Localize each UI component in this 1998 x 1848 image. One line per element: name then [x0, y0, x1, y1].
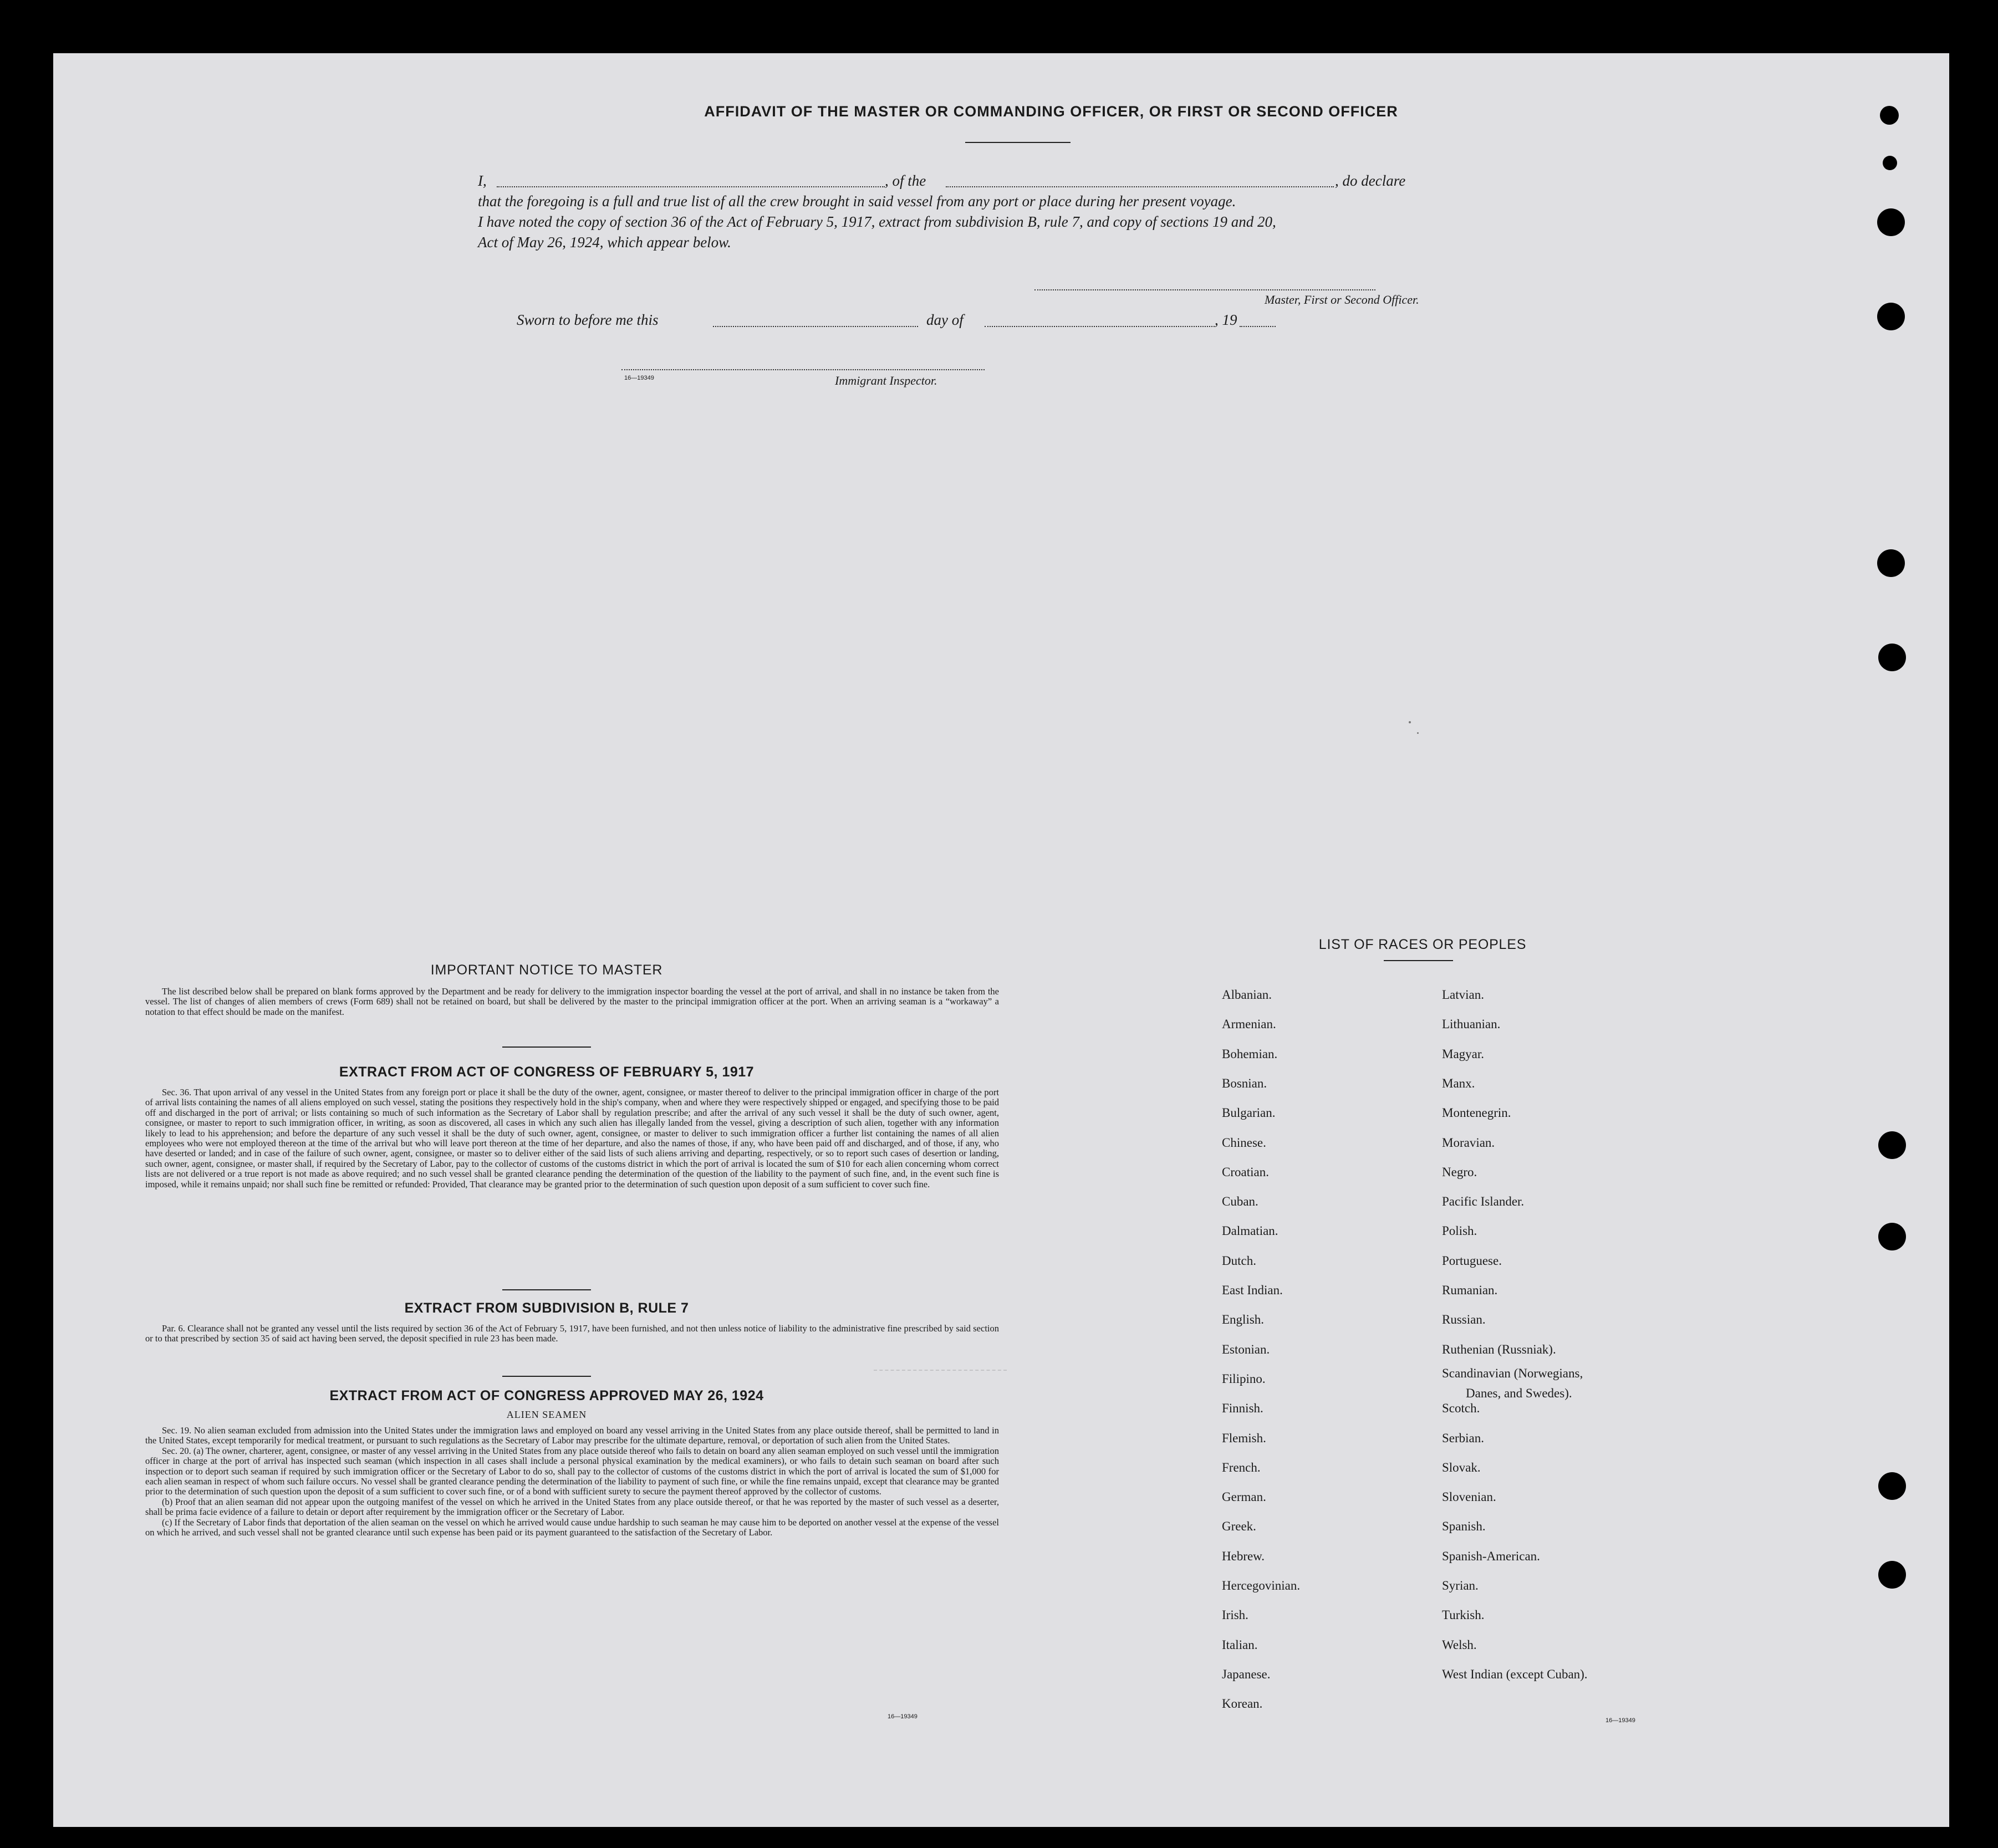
do-declare-label: , do declare [1335, 172, 1406, 189]
notice-text [145, 987, 999, 1017]
notice-title: IMPORTANT NOTICE TO MASTER [430, 962, 663, 978]
name-field[interactable] [497, 186, 885, 187]
punch-hole [1877, 549, 1905, 577]
race-item: Magyar. [1442, 1046, 1485, 1061]
race-item: Bulgarian. [1222, 1106, 1276, 1120]
extract-rule7-paragraph: Par. 6. Clearance shall not be granted any vessel until the lists required by section 36 of the Act of February 5, 1917, have been furnished, and not then unless notice of liability to the administrative fine prescribed by said section or to that prescribed by section 35 of said act having been served, the deposit specified in rule 23 has been made. [145, 1323, 999, 1344]
race-item: Greek. [1222, 1519, 1256, 1534]
punch-hole [1878, 1223, 1906, 1250]
race-item: Bosnian. [1222, 1076, 1267, 1090]
inspector-label: Immigrant Inspector. [835, 374, 937, 387]
race-item: German. [1222, 1490, 1266, 1504]
title-underline [965, 142, 1071, 143]
declaration-line-3: I have noted the copy of section 36 of the Act of February 5, 1917, extract from subdivision B, rule 7, and copy of sections 19 and 20, [478, 213, 1276, 230]
race-item: Moravian. [1442, 1135, 1495, 1150]
punch-hole [1878, 1472, 1906, 1500]
sec-20c-paragraph: (c) If the Secretary of Labor finds that deportation of the alien seaman on the vessel on which he arrived would cause undue hardship to such seaman he may cause him to be deported on another vessel at the expense of the vessel on which he arrived, and such vessel shall not be granted clearance until such expense has been paid or its payment guaranteed to the satisfaction of the Secretary of Labor. [145, 1517, 999, 1538]
day-of-label: day of [926, 312, 964, 328]
extract-form-number: 16—19349 [888, 1713, 918, 1720]
race-item: Japanese. [1222, 1667, 1271, 1681]
race-item: Spanish-American. [1442, 1549, 1540, 1563]
year-label: , 19 [1215, 312, 1237, 328]
form-number: 16—19349 [624, 375, 654, 381]
race-item: Flemish. [1222, 1431, 1266, 1445]
race-item: Hercegovinian. [1222, 1579, 1301, 1592]
extract-rule7-title: EXTRACT FROM SUBDIVISION B, RULE 7 [404, 1300, 689, 1316]
sworn-label: Sworn to before me this [517, 312, 659, 328]
race-item: Syrian. [1442, 1579, 1479, 1592]
race-item: Bohemian. [1222, 1046, 1278, 1061]
race-item: Dutch. [1222, 1253, 1256, 1268]
race-item: Polish. [1442, 1224, 1477, 1238]
punch-hole [1878, 1561, 1906, 1589]
extract-rule7-overline [502, 1289, 591, 1290]
race-item: English. [1222, 1313, 1265, 1327]
race-item: Pacific Islander. [1442, 1194, 1525, 1209]
race-item: Slovak. [1442, 1460, 1481, 1474]
race-item: Danes, and Swedes). [1466, 1386, 1572, 1400]
race-item: Serbian. [1442, 1431, 1485, 1445]
sworn-year-field[interactable] [1240, 326, 1276, 327]
extract-1917-text [145, 1088, 999, 1190]
race-item: Lithuanian. [1442, 1017, 1501, 1032]
race-item: Cuban. [1222, 1194, 1258, 1209]
race-item: Latvian. [1442, 988, 1484, 1002]
declaration-line-2: that the foregoing is a full and true list of all the crew brought in said vessel from any port or place during her present voyage. [478, 193, 1236, 210]
document-page [53, 53, 1949, 1827]
sec-20a-paragraph: Sec. 20. (a) The owner, charterer, agent, consignee, or master of any vessel arriving in the United States from any place outside thereof who fails to detain on board any alien seaman employed on such vessel until the immigration officer in charge at the port of arrival has inspected such seaman (which inspection in all cases shall include a personal physical examination by the medical examiners), or who fails to detain such seaman on board after such inspection or to deport such seaman if required by such immigration officer or the Secretary of Labor to do so, shall pay to the collector of customs of the customs district in which the port of arrival is located the sum of $1,000 for each alien seaman in respect of whom such failure occurs. No vessel shall be granted clearance pending the determination of the liability to payment of such fine, or while the fine remains unpaid, except that clearance may be granted prior to the determination of such question upon the deposit of a sum sufficient to cover such fine, or of a bond with sufficient surety to secure the payment thereof approved by the collector of customs. [145, 1445, 999, 1497]
race-item: Negro. [1442, 1165, 1477, 1179]
affidavit-title: AFFIDAVIT OF THE MASTER OR COMMANDING OFFICER, OR FIRST OR SECOND OFFICER [704, 103, 1398, 120]
of-the-label: , of the [885, 172, 926, 189]
race-item: West Indian (except Cuban). [1442, 1667, 1588, 1681]
race-item: Manx. [1442, 1076, 1475, 1090]
faded-stamp [874, 1370, 1007, 1421]
race-item: Hebrew. [1222, 1549, 1265, 1563]
races-title: LIST OF RACES OR PEOPLES [1318, 937, 1527, 952]
extract-1917-underline [502, 1046, 591, 1048]
sworn-day-field[interactable] [713, 326, 918, 327]
races-form-number: 16—19349 [1605, 1717, 1635, 1724]
extract-1924-overline [502, 1376, 591, 1377]
vessel-field[interactable] [946, 186, 1334, 187]
race-item: Finnish. [1222, 1401, 1263, 1416]
extract-1917-paragraph: Sec. 36. That upon arrival of any vessel in the United States from any foreign port or place it shall be the duty of the owner, agent, consignee, or master thereof to deliver to the principal immigration officer in charge of the port of arrival lists containing the names of all aliens employed on such vessel, stating the positions they respectively hold in the ship's company, when and where they were respectively shipped or engaged, and specifying those to be paid off and discharged in the port of arrival; or lists containing so much of such information as the Secretary of Labor shall by regulation prescribe; and after the arrival of any such vessel it shall be the duty of such owner, agent, consignee, or master to report to such immigration officer, in writing, as soon as discovered, all cases in which any such alien has illegally landed from the vessel, giving a description of such alien, together with any information likely to lead to his apprehension; and before the departure of any such vessel it shall be the duty of such owner, agent, consignee, or master to deliver to such immigration officer a further list containing the names of all alien employees who were not employed thereon at the time of the arrival but who will leave port thereon at the time of her departure, and also the names of those, if any, who have been paid off and discharged, and of those, if any, who have deserted or landed; and in case of the failure of such owner, agent, consignee, or master so to deliver either of the said lists of such aliens arriving and departing, respectively, or so to report such cases of desertion or landing, such owner, agent, consignee, or master shall, if required by the Secretary of Labor, pay to the collector of customs of the customs district in which the port of arrival is located the sum of $10 for each alien concerning whom correct lists are not delivered or a true report is not made as above required; and no such vessel shall be granted clearance pending the determination of the question of the liability to the payment of such fine, and, in the event such fine is imposed, while it remains unpaid; nor shall such fine be remitted or refunded: Provided, That clearance may be granted prior to the determination of such question upon deposit of a sum sufficient to cover such fine. [145, 1087, 999, 1190]
race-item: Slovenian. [1442, 1490, 1496, 1504]
race-item: Korean. [1222, 1697, 1263, 1711]
scan-speck [1417, 732, 1419, 734]
punch-hole [1878, 1131, 1906, 1159]
race-item: Ruthenian (Russniak). [1442, 1342, 1556, 1356]
race-item: Armenian. [1222, 1017, 1276, 1032]
race-item: Croatian. [1222, 1165, 1269, 1179]
punch-hole [1877, 303, 1905, 330]
inspector-signature-field[interactable] [621, 369, 985, 370]
declaration-line-4: Act of May 26, 1924, which appear below. [478, 234, 731, 251]
master-signature-field[interactable] [1034, 289, 1375, 290]
race-item: Scandinavian (Norwegians, [1442, 1366, 1583, 1380]
race-item: Filipino. [1222, 1371, 1266, 1386]
extract-rule7-text [145, 1324, 999, 1344]
race-item: Montenegrin. [1442, 1106, 1511, 1120]
punch-hole [1878, 644, 1906, 671]
notice-paragraph: The list described below shall be prepared on blank forms approved by the Department and be ready for delivery to the immigration inspector boarding the vessel at the port of arrival, and shall in no instance be taken from the vessel. The list of changes of alien members of crews (Form 689) shall not be retained on board, but shall be delivered by the master to the principal immigration officer at the port. When an arriving seaman is a “workaway” a notation to that effect should be made on the manifest. [145, 986, 999, 1017]
races-title-underline [1384, 960, 1453, 961]
race-item: Spanish. [1442, 1519, 1486, 1534]
punch-hole [1880, 106, 1899, 125]
extract-1917-title: EXTRACT FROM ACT OF CONGRESS OF FEBRUARY 5, 1917 [339, 1064, 755, 1080]
race-item: Dalmatian. [1222, 1224, 1278, 1238]
scan-speck [1409, 721, 1411, 723]
race-item: Italian. [1222, 1637, 1258, 1652]
alien-seamen-subtitle: ALIEN SEAMEN [506, 1409, 587, 1420]
extract-1924-title: EXTRACT FROM ACT OF CONGRESS APPROVED MAY 26, 1924 [329, 1388, 764, 1403]
race-item: French. [1222, 1460, 1261, 1474]
race-item: Albanian. [1222, 988, 1272, 1002]
extract-1924-text [145, 1426, 999, 1538]
race-item: Chinese. [1222, 1135, 1266, 1150]
master-signature-label: Master, First or Second Officer. [1265, 293, 1419, 307]
race-item: Turkish. [1442, 1608, 1485, 1622]
sec-20b-paragraph: (b) Proof that an alien seaman did not appear upon the outgoing manifest of the vessel on which he arrived in the United States from any place outside thereof, or that he was reported by the master of such vessel as a deserter, shall be prima facie evidence of a failure to detain or deport after requirement by the immigration officer or the Secretary of Labor. [145, 1496, 999, 1518]
punch-hole [1883, 156, 1897, 170]
race-item: East Indian. [1222, 1283, 1283, 1297]
declaration-line-1: I, [478, 172, 487, 189]
sec-19-paragraph: Sec. 19. No alien seaman excluded from admission into the United States under the immigration laws and employed on board any vessel arriving in the United States from any place outside thereof, shall be permitted to land in the United States, except temporarily for medical treatment, or pursuant to such regulations as the Secretary of Labor may prescribe for the ultimate departure, removal, or deportation of such alien from the United States. [145, 1425, 999, 1446]
race-item: Estonian. [1222, 1342, 1270, 1356]
race-item: Irish. [1222, 1608, 1248, 1622]
race-item: Welsh. [1442, 1637, 1477, 1652]
punch-hole [1877, 208, 1905, 236]
race-item: Scotch. [1442, 1401, 1480, 1416]
sworn-month-field[interactable] [985, 326, 1215, 327]
race-item: Russian. [1442, 1313, 1486, 1327]
race-item: Rumanian. [1442, 1283, 1498, 1297]
race-item: Portuguese. [1442, 1253, 1502, 1268]
